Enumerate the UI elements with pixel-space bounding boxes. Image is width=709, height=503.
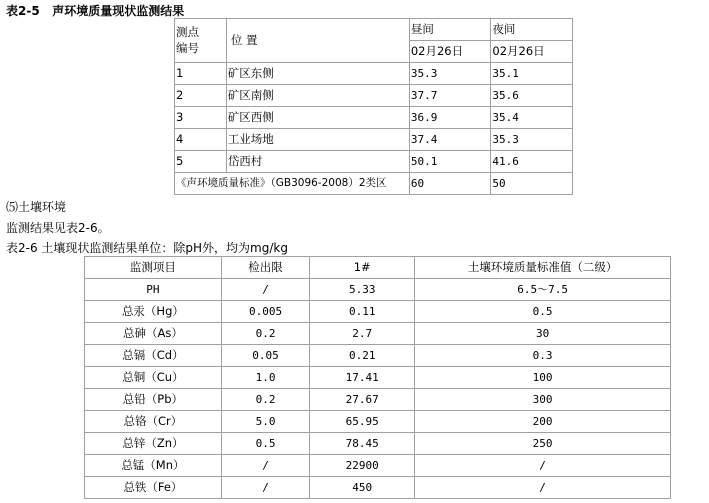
- table-row: [175, 63, 573, 85]
- table-row: [85, 411, 671, 433]
- standard-cell: 0.5: [415, 301, 671, 323]
- site-header: 1#: [310, 257, 415, 279]
- see-table-text: 监测结果见表2-6。: [6, 221, 110, 235]
- standard-cell: 300: [415, 389, 671, 411]
- table-row: [175, 85, 573, 107]
- table-row: [85, 455, 671, 477]
- standard-row: [175, 173, 573, 195]
- point-no-cell: 5: [175, 151, 227, 173]
- limit-cell: 0.2: [221, 389, 309, 411]
- value-cell: 65.95: [310, 411, 415, 433]
- location-header: 位 置: [226, 19, 409, 63]
- table-row: [85, 279, 671, 301]
- table-2-5-caption: 表2-5 声环境质量现状监测结果: [6, 4, 185, 18]
- value-cell: 22900: [310, 455, 415, 477]
- standard-header: 土壤环境质量标准值（二级）: [415, 257, 671, 279]
- value-cell: 0.11: [310, 301, 415, 323]
- value-cell: 78.45: [310, 433, 415, 455]
- item-cell: 总锌（Zn）: [85, 433, 222, 455]
- point-no-header-line1: 测点: [176, 24, 199, 39]
- day-header: 昼间: [409, 19, 491, 41]
- table-header-row: [175, 19, 573, 41]
- point-no-cell: 4: [175, 129, 227, 151]
- standard-cell: /: [415, 477, 671, 499]
- value-cell: 450: [310, 477, 415, 499]
- standard-cell: 6.5～7.5: [415, 279, 671, 301]
- item-cell: 总镉（Cd）: [85, 345, 222, 367]
- standard-cell: /: [415, 455, 671, 477]
- item-cell: PH: [85, 279, 222, 301]
- location-cell: 矿区东侧: [226, 63, 409, 85]
- item-cell: 总锰（Mn）: [85, 455, 222, 477]
- item-cell: 总铬（Cr）: [85, 411, 222, 433]
- standard-cell: 30: [415, 323, 671, 345]
- location-cell: 矿区西侧: [226, 107, 409, 129]
- soil-monitoring-table: [84, 256, 671, 499]
- limit-cell: 5.0: [221, 411, 309, 433]
- value-cell: 27.67: [310, 389, 415, 411]
- limit-cell: 0.5: [221, 433, 309, 455]
- location-cell: 矿区南侧: [226, 85, 409, 107]
- item-cell: 总砷（As）: [85, 323, 222, 345]
- night-header: 夜间: [491, 19, 573, 41]
- noise-monitoring-table: [174, 18, 573, 195]
- standard-cell: 0.3: [415, 345, 671, 367]
- standard-cell: 100: [415, 367, 671, 389]
- table-row: [175, 107, 573, 129]
- limit-cell: 0.05: [221, 345, 309, 367]
- value-cell: 17.41: [310, 367, 415, 389]
- table-row: [85, 367, 671, 389]
- item-header: 监测项目: [85, 257, 222, 279]
- table-row: [85, 477, 671, 499]
- night-date: 02月26日: [491, 41, 573, 63]
- table-row: [85, 323, 671, 345]
- night-value-cell: 35.6: [491, 85, 573, 107]
- limit-header: 检出限: [221, 257, 309, 279]
- table-header-row: [85, 257, 671, 279]
- point-no-header: [175, 19, 227, 63]
- table-row: [85, 345, 671, 367]
- item-cell: 总铜（Cu）: [85, 367, 222, 389]
- table-row: [175, 129, 573, 151]
- table-row: [85, 433, 671, 455]
- point-no-header-line2: 编号: [176, 41, 199, 55]
- day-value-cell: 37.7: [409, 85, 491, 107]
- table-row: [85, 301, 671, 323]
- night-value-cell: 35.4: [491, 107, 573, 129]
- soil-section-heading: ⑸土壤环境: [6, 200, 67, 214]
- limit-cell: /: [221, 279, 309, 301]
- table-row: [85, 389, 671, 411]
- limit-cell: /: [221, 477, 309, 499]
- value-cell: 0.21: [310, 345, 415, 367]
- standard-cell: 250: [415, 433, 671, 455]
- value-cell: 5.33: [310, 279, 415, 301]
- item-cell: 总铁（Fe）: [85, 477, 222, 499]
- point-no-cell: 2: [175, 85, 227, 107]
- location-cell: 工业场地: [226, 129, 409, 151]
- night-value-cell: 35.3: [491, 129, 573, 151]
- table-2-6-caption: 表2-6 土壤现状监测结果单位：除pH外，均为mg/kg: [6, 241, 288, 255]
- limit-cell: /: [221, 455, 309, 477]
- day-date: 02月26日: [409, 41, 491, 63]
- point-no-cell: 3: [175, 107, 227, 129]
- day-value-cell: 36.9: [409, 107, 491, 129]
- standard-cell: 200: [415, 411, 671, 433]
- point-no-cell: 1: [175, 63, 227, 85]
- limit-cell: 1.0: [221, 367, 309, 389]
- standard-night-value: 50: [491, 173, 573, 195]
- standard-day-value: 60: [409, 173, 491, 195]
- table-row: [175, 151, 573, 173]
- standard-label: 《声环境质量标准》（GB3096-2008）2类区: [175, 173, 410, 195]
- limit-cell: 0.2: [221, 323, 309, 345]
- limit-cell: 0.005: [221, 301, 309, 323]
- item-cell: 总铅（Pb）: [85, 389, 222, 411]
- location-cell: 岱西村: [226, 151, 409, 173]
- day-value-cell: 50.1: [409, 151, 491, 173]
- value-cell: 2.7: [310, 323, 415, 345]
- day-value-cell: 35.3: [409, 63, 491, 85]
- night-value-cell: 41.6: [491, 151, 573, 173]
- item-cell: 总汞（Hg）: [85, 301, 222, 323]
- day-value-cell: 37.4: [409, 129, 491, 151]
- night-value-cell: 35.1: [491, 63, 573, 85]
